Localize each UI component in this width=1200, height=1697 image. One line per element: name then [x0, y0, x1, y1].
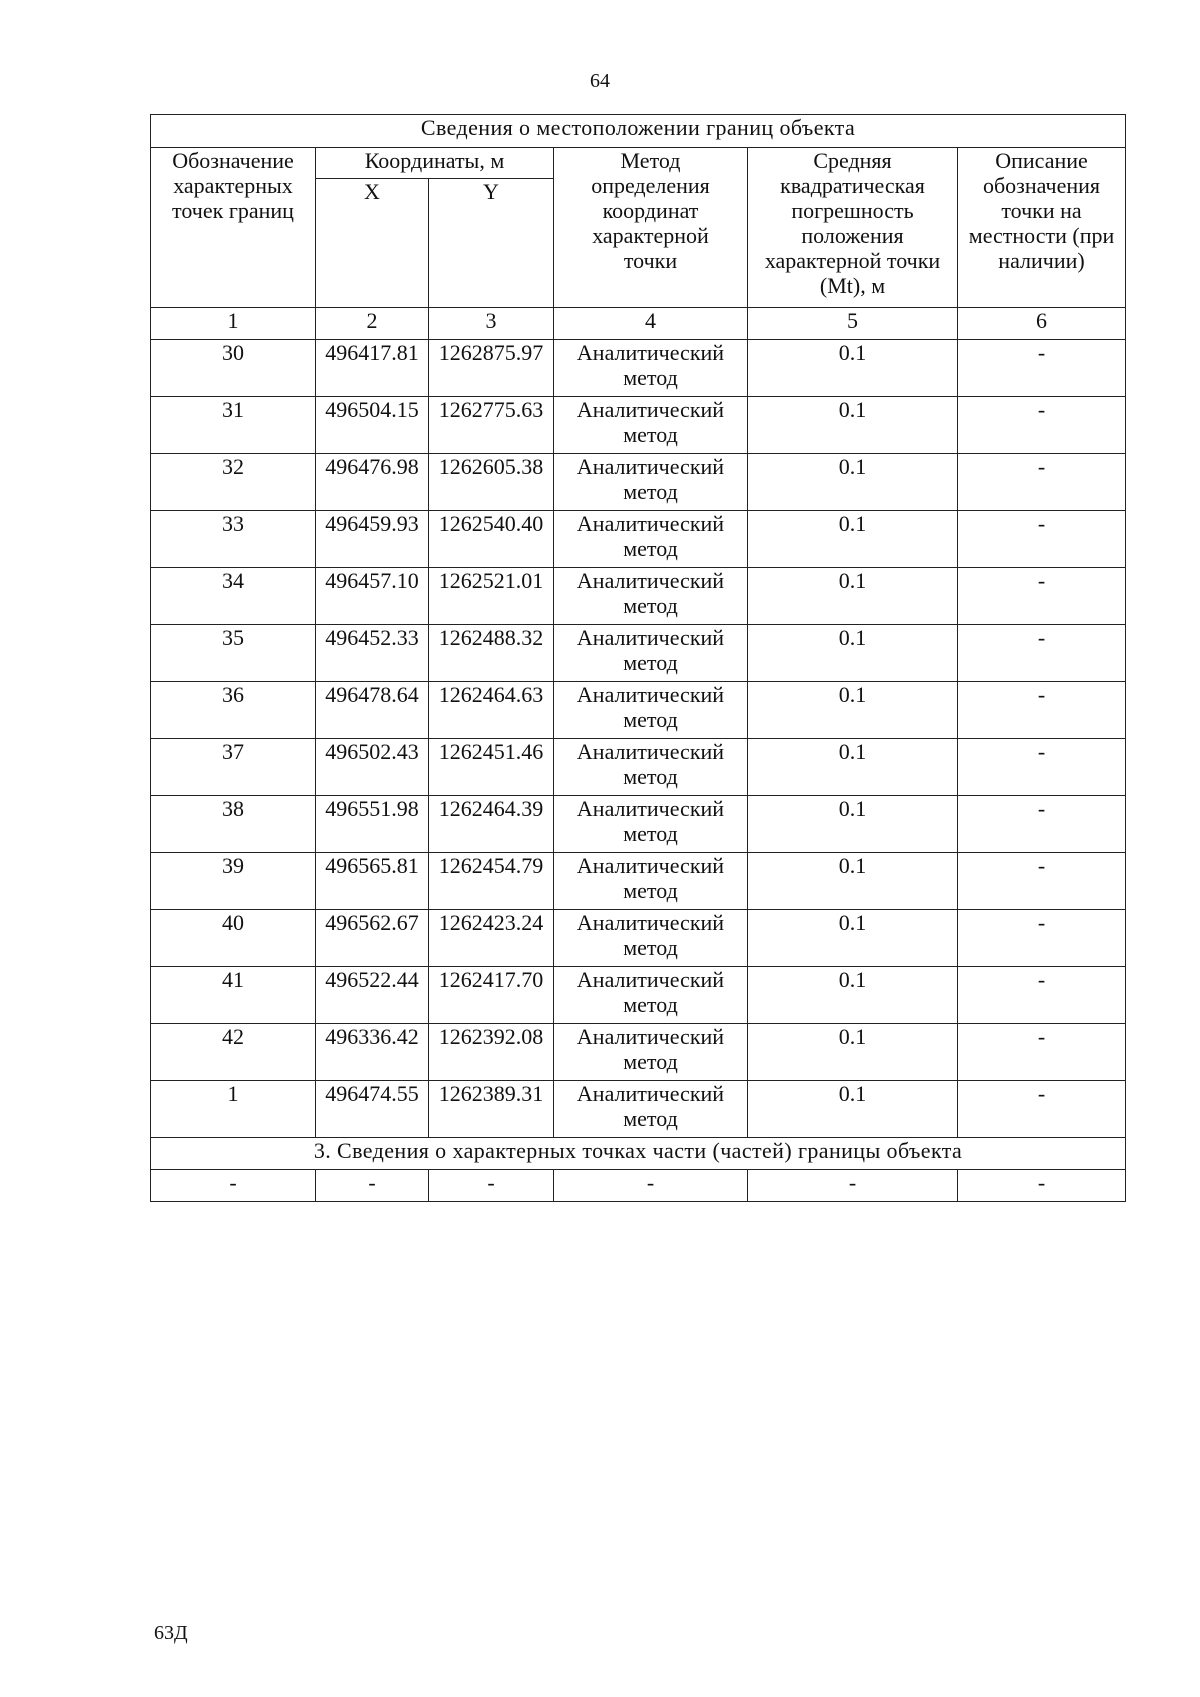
table-row	[151, 340, 1126, 397]
point-cell: 38	[151, 796, 316, 853]
header-x: X	[316, 179, 429, 308]
error-cell: 0.1	[748, 625, 958, 682]
header-error: Средняя квадратическая погрешность положения характерной точки (Mt), м	[748, 148, 958, 308]
point-cell: 31	[151, 397, 316, 454]
x-cell: 496562.67	[316, 910, 429, 967]
x-cell: 496502.43	[316, 739, 429, 796]
error-cell: 0.1	[748, 454, 958, 511]
description-cell: -	[958, 1081, 1126, 1138]
y-cell: 1262464.63	[429, 682, 554, 739]
description-cell: -	[958, 967, 1126, 1024]
method-cell: Аналитический метод	[554, 454, 748, 511]
column-number: 3	[429, 308, 554, 340]
y-cell: 1262389.31	[429, 1081, 554, 1138]
point-cell: 32	[151, 454, 316, 511]
method-cell: Аналитический метод	[554, 739, 748, 796]
error-cell: 0.1	[748, 739, 958, 796]
empty-cell: -	[151, 1170, 316, 1202]
section-3-empty-row	[151, 1170, 1126, 1202]
description-cell: -	[958, 397, 1126, 454]
description-cell: -	[958, 796, 1126, 853]
point-cell: 41	[151, 967, 316, 1024]
error-cell: 0.1	[748, 910, 958, 967]
y-cell: 1262454.79	[429, 853, 554, 910]
header-coordinates: Координаты, м	[316, 148, 554, 179]
table-row	[151, 1081, 1126, 1138]
column-number-row	[151, 308, 1126, 340]
method-cell: Аналитический метод	[554, 625, 748, 682]
y-cell: 1262423.24	[429, 910, 554, 967]
x-cell: 496417.81	[316, 340, 429, 397]
error-cell: 0.1	[748, 1081, 958, 1138]
point-cell: 35	[151, 625, 316, 682]
y-cell: 1262451.46	[429, 739, 554, 796]
y-cell: 1262775.63	[429, 397, 554, 454]
x-cell: 496459.93	[316, 511, 429, 568]
y-cell: 1262488.32	[429, 625, 554, 682]
table-row	[151, 967, 1126, 1024]
point-cell: 30	[151, 340, 316, 397]
empty-cell: -	[958, 1170, 1126, 1202]
error-cell: 0.1	[748, 511, 958, 568]
description-cell: -	[958, 1024, 1126, 1081]
method-cell: Аналитический метод	[554, 1081, 748, 1138]
error-cell: 0.1	[748, 796, 958, 853]
method-cell: Аналитический метод	[554, 340, 748, 397]
point-cell: 33	[151, 511, 316, 568]
column-number: 2	[316, 308, 429, 340]
x-cell: 496565.81	[316, 853, 429, 910]
table-row	[151, 625, 1126, 682]
table-row	[151, 682, 1126, 739]
x-cell: 496457.10	[316, 568, 429, 625]
header-y: Y	[429, 179, 554, 308]
point-cell: 37	[151, 739, 316, 796]
point-cell: 1	[151, 1081, 316, 1138]
y-cell: 1262605.38	[429, 454, 554, 511]
empty-cell: -	[316, 1170, 429, 1202]
description-cell: -	[958, 511, 1126, 568]
y-cell: 1262875.97	[429, 340, 554, 397]
description-cell: -	[958, 454, 1126, 511]
description-cell: -	[958, 625, 1126, 682]
method-cell: Аналитический метод	[554, 796, 748, 853]
y-cell: 1262392.08	[429, 1024, 554, 1081]
method-cell: Аналитический метод	[554, 568, 748, 625]
column-number: 5	[748, 308, 958, 340]
method-cell: Аналитический метод	[554, 967, 748, 1024]
point-cell: 39	[151, 853, 316, 910]
point-cell: 42	[151, 1024, 316, 1081]
error-cell: 0.1	[748, 340, 958, 397]
method-cell: Аналитический метод	[554, 853, 748, 910]
x-cell: 496452.33	[316, 625, 429, 682]
x-cell: 496478.64	[316, 682, 429, 739]
table-row	[151, 568, 1126, 625]
table-row	[151, 511, 1126, 568]
header-method: Метод определения координат характерной точки	[554, 148, 748, 308]
point-cell: 34	[151, 568, 316, 625]
header-point-designation: Обозначение характерных точек границ	[151, 148, 316, 308]
empty-cell: -	[429, 1170, 554, 1202]
table-row	[151, 1024, 1126, 1081]
x-cell: 496551.98	[316, 796, 429, 853]
description-cell: -	[958, 739, 1126, 796]
method-cell: Аналитический метод	[554, 511, 748, 568]
error-cell: 0.1	[748, 682, 958, 739]
y-cell: 1262464.39	[429, 796, 554, 853]
description-cell: -	[958, 910, 1126, 967]
x-cell: 496474.55	[316, 1081, 429, 1138]
error-cell: 0.1	[748, 568, 958, 625]
y-cell: 1262417.70	[429, 967, 554, 1024]
empty-cell: -	[748, 1170, 958, 1202]
table-row	[151, 397, 1126, 454]
x-cell: 496504.15	[316, 397, 429, 454]
method-cell: Аналитический метод	[554, 397, 748, 454]
table-row	[151, 739, 1126, 796]
footer-code: 63Д	[154, 1622, 188, 1644]
error-cell: 0.1	[748, 1024, 958, 1081]
table-row	[151, 853, 1126, 910]
column-number: 4	[554, 308, 748, 340]
method-cell: Аналитический метод	[554, 1024, 748, 1081]
error-cell: 0.1	[748, 967, 958, 1024]
method-cell: Аналитический метод	[554, 910, 748, 967]
x-cell: 496522.44	[316, 967, 429, 1024]
description-cell: -	[958, 682, 1126, 739]
column-number: 1	[151, 308, 316, 340]
description-cell: -	[958, 340, 1126, 397]
description-cell: -	[958, 568, 1126, 625]
point-cell: 36	[151, 682, 316, 739]
column-number: 6	[958, 308, 1126, 340]
error-cell: 0.1	[748, 397, 958, 454]
y-cell: 1262540.40	[429, 511, 554, 568]
table-row	[151, 796, 1126, 853]
x-cell: 496336.42	[316, 1024, 429, 1081]
y-cell: 1262521.01	[429, 568, 554, 625]
boundary-coordinates-table	[150, 114, 1126, 1202]
page-number: 64	[590, 70, 610, 92]
table-row	[151, 910, 1126, 967]
error-cell: 0.1	[748, 853, 958, 910]
x-cell: 496476.98	[316, 454, 429, 511]
section-3-title: 3. Сведения о характерных точках части (частей) границы объекта	[151, 1138, 1126, 1170]
empty-cell: -	[554, 1170, 748, 1202]
header-description: Описание обозначения точки на местности (при наличии)	[958, 148, 1126, 308]
table-row	[151, 454, 1126, 511]
point-cell: 40	[151, 910, 316, 967]
method-cell: Аналитический метод	[554, 682, 748, 739]
description-cell: -	[958, 853, 1126, 910]
table-title: Сведения о местоположении границ объекта	[151, 115, 1126, 148]
